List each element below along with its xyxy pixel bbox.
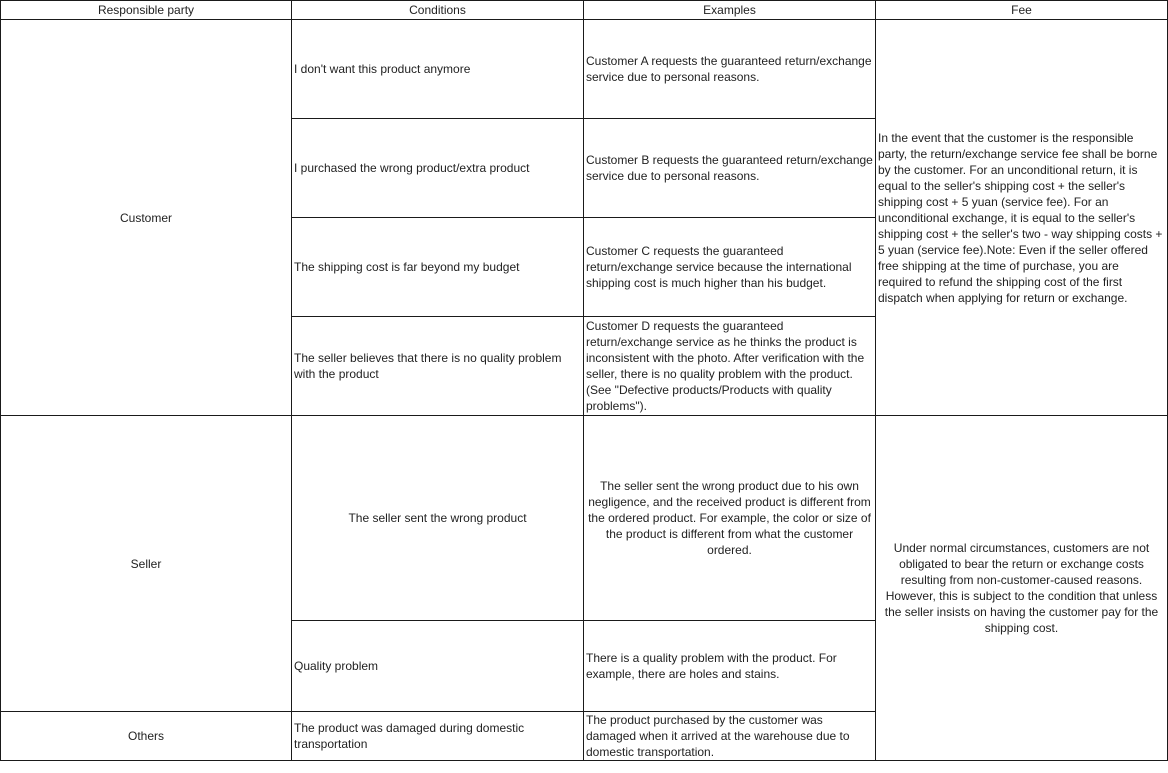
condition-cell: The seller sent the wrong product xyxy=(292,416,584,621)
condition-cell: The seller believes that there is no quality problem with the product xyxy=(292,317,584,416)
example-cell: Customer A requests the guaranteed return/exchange service due to personal reasons. xyxy=(584,20,876,119)
example-cell: Customer B requests the guaranteed return/exchange service due to personal reasons. xyxy=(584,119,876,218)
condition-cell: Quality problem xyxy=(292,621,584,712)
example-cell: Customer C requests the guaranteed return/exchange service because the international shipping cost is much higher than his budget. xyxy=(584,218,876,317)
header-fee: Fee xyxy=(876,1,1168,20)
party-cell-seller: Seller xyxy=(1,416,292,712)
party-cell-customer: Customer xyxy=(1,20,292,416)
condition-cell: I don't want this product anymore xyxy=(292,20,584,119)
fee-cell-customer: In the event that the customer is the responsible party, the return/exchange service fee shall be borne by the customer. For an unconditional return, it is equal to the seller's shipping cost + the seller's shipping cost + 5 yuan (service fee). For an unconditional exchange, it is equal to the seller's shipping cost + the seller's two - way shipping costs + 5 yuan (service fee).Note: Even if the seller offered free shipping at the time of purchase, you are required to refund the shipping cost of the first dispatch when applying for return or exchange. xyxy=(876,20,1168,416)
example-cell: There is a quality problem with the product. For example, there are holes and stains. xyxy=(584,621,876,712)
header-examples: Examples xyxy=(584,1,876,20)
table-row xyxy=(1,416,1168,621)
example-cell: The seller sent the wrong product due to his own negligence, and the received product is different from the ordered product. For example, the color or size of the product is different from what the customer ordered. xyxy=(584,416,876,621)
header-row xyxy=(1,1,1168,20)
condition-cell: I purchased the wrong product/extra product xyxy=(292,119,584,218)
condition-cell: The product was damaged during domestic transportation xyxy=(292,712,584,761)
example-cell: The product purchased by the customer was damaged when it arrived at the warehouse due to domestic transportation. xyxy=(584,712,876,761)
condition-cell: The shipping cost is far beyond my budget xyxy=(292,218,584,317)
table-row xyxy=(1,20,1168,119)
example-cell: Customer D requests the guaranteed return/exchange service as he thinks the product is inconsistent with the photo. After verification with the seller, there is no quality problem with the product. (See "Defective products/Products with quality problems"). xyxy=(584,317,876,416)
header-responsible-party: Responsible party xyxy=(1,1,292,20)
header-conditions: Conditions xyxy=(292,1,584,20)
party-cell-others: Others xyxy=(1,712,292,761)
fee-cell-seller: Under normal circumstances, customers are not obligated to bear the return or exchange costs resulting from non-customer-caused reasons. However, this is subject to the condition that unless the seller insists on having the customer pay for the shipping cost. xyxy=(876,416,1168,761)
